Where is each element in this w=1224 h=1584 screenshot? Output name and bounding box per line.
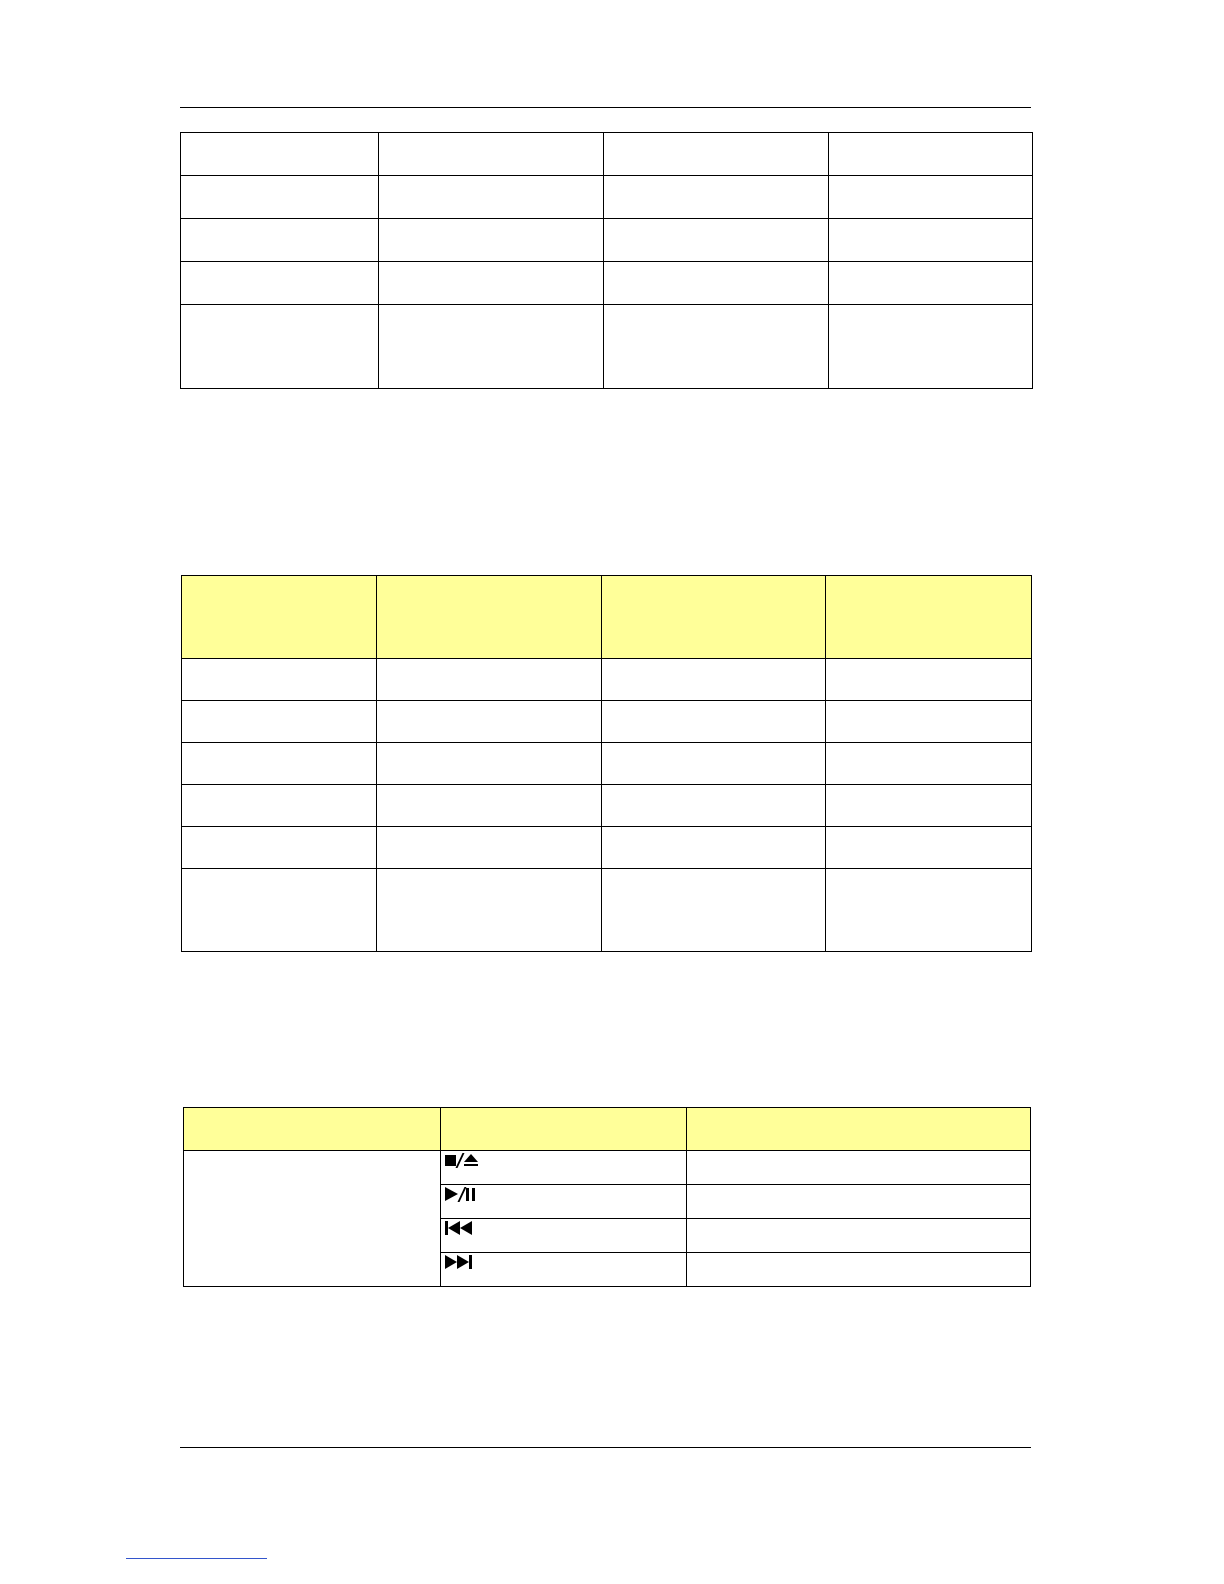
table-cell	[377, 827, 602, 869]
table-cell	[829, 219, 1033, 262]
table-cell	[826, 659, 1032, 701]
table-cell	[181, 219, 379, 262]
table-cell	[602, 701, 826, 743]
column-header	[184, 1108, 441, 1151]
table-row	[181, 133, 1033, 176]
spec-table-1	[180, 132, 1033, 389]
table-cell	[182, 785, 377, 827]
table-cell	[377, 785, 602, 827]
table-row	[182, 701, 1032, 743]
table-cell	[379, 262, 604, 305]
table-cell	[604, 219, 829, 262]
table-cell	[182, 701, 377, 743]
table-cell	[604, 176, 829, 219]
stop-eject-icon	[445, 1152, 478, 1168]
table-cell	[377, 659, 602, 701]
table-row	[182, 785, 1032, 827]
table-cell	[604, 133, 829, 176]
table-cell	[829, 262, 1033, 305]
table-cell	[826, 701, 1032, 743]
table-cell	[829, 176, 1033, 219]
table-cell	[377, 869, 602, 952]
table-cell	[602, 785, 826, 827]
play-pause-icon	[445, 1186, 475, 1202]
table-cell	[829, 305, 1033, 389]
table-row	[181, 219, 1033, 262]
button-description	[687, 1253, 1031, 1287]
table-cell	[377, 701, 602, 743]
button-description	[687, 1219, 1031, 1253]
table-cell	[602, 743, 826, 785]
table-row	[181, 262, 1033, 305]
table-cell	[826, 827, 1032, 869]
table-row	[181, 305, 1033, 389]
table-cell	[377, 743, 602, 785]
table-cell	[182, 659, 377, 701]
footer-rule	[180, 1447, 1031, 1448]
column-header	[377, 576, 602, 659]
column-header	[441, 1108, 687, 1151]
table-cell	[826, 785, 1032, 827]
header-rule	[180, 107, 1031, 108]
table-cell	[602, 827, 826, 869]
button-cell	[441, 1219, 687, 1253]
table-cell	[826, 869, 1032, 952]
button-description	[687, 1185, 1031, 1219]
footer-link-underline[interactable]	[126, 1558, 267, 1559]
table-row	[182, 659, 1032, 701]
table-row	[182, 827, 1032, 869]
button-cell	[441, 1253, 687, 1287]
previous-track-icon	[445, 1220, 472, 1236]
button-cell	[441, 1185, 687, 1219]
column-header	[182, 576, 377, 659]
media-buttons-table	[183, 1107, 1031, 1287]
table-header-row	[182, 576, 1032, 659]
table-cell	[182, 869, 377, 952]
table-cell	[181, 133, 379, 176]
table-cell	[379, 219, 604, 262]
column-header	[687, 1108, 1031, 1151]
column-header	[826, 576, 1032, 659]
button-cell	[441, 1151, 687, 1185]
spec-table-2	[181, 575, 1032, 952]
table-header-row	[184, 1108, 1031, 1151]
table-cell	[602, 659, 826, 701]
table-row	[182, 869, 1032, 952]
table-cell	[379, 305, 604, 389]
table-cell	[182, 743, 377, 785]
next-track-icon	[445, 1254, 472, 1270]
table-cell	[181, 262, 379, 305]
table-cell	[829, 133, 1033, 176]
table-row	[182, 743, 1032, 785]
table-cell	[602, 869, 826, 952]
column-header	[602, 576, 826, 659]
button-description	[687, 1151, 1031, 1185]
table-cell	[826, 743, 1032, 785]
table-row	[181, 176, 1033, 219]
table-cell	[181, 176, 379, 219]
table-cell	[604, 262, 829, 305]
table-cell	[604, 305, 829, 389]
table-cell	[379, 133, 604, 176]
table-cell	[181, 305, 379, 389]
table-cell	[182, 827, 377, 869]
table-cell	[379, 176, 604, 219]
table-row	[184, 1151, 1031, 1185]
group-label-cell	[184, 1151, 441, 1287]
